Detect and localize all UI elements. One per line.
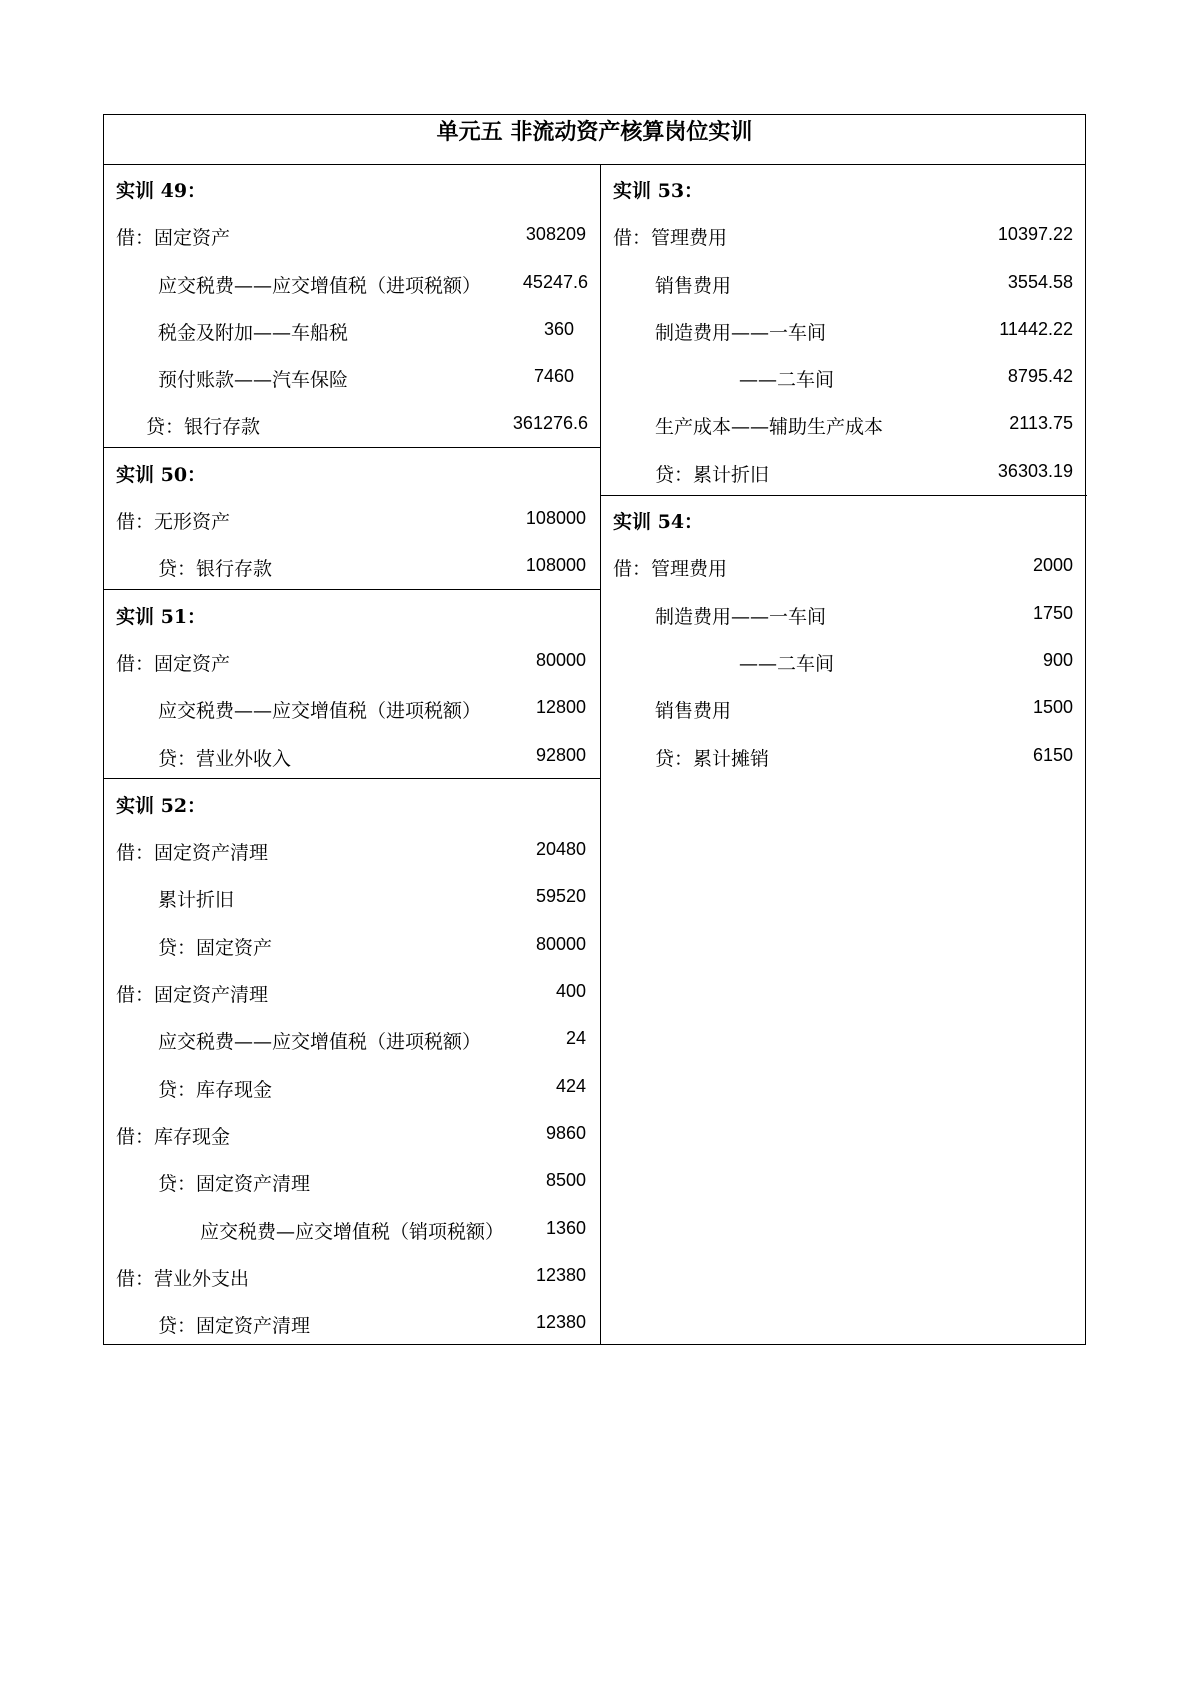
journal-entries-table: [103, 114, 1086, 1345]
entry-amount: 400: [555, 981, 586, 1002]
entry-amount: 8500: [545, 1170, 586, 1191]
entry-row: [601, 685, 1087, 732]
entry-amount: 20480: [535, 839, 586, 860]
entry-account: 销售费用: [655, 700, 732, 723]
unit-title: 单元五 非流动资产核算岗位实训: [104, 115, 1085, 165]
left-column: [104, 165, 600, 1347]
entry-account: 预付账款——汽车保险: [158, 369, 349, 392]
entry-amount: 9860: [545, 1122, 586, 1143]
entry-account: ——二车间: [739, 369, 835, 392]
section-header: [104, 591, 600, 638]
section-header: [104, 449, 600, 496]
entry-row: [104, 1253, 600, 1300]
entry-row: [601, 354, 1087, 401]
entry-account: 借：管理费用: [613, 227, 728, 250]
entry-amount: 12380: [535, 1312, 586, 1333]
entry-account: 贷：累计摊销: [655, 747, 770, 770]
entry-amount: 1360: [545, 1217, 586, 1238]
entry-row: [104, 307, 600, 354]
entry-row: [104, 354, 600, 401]
entry-account: 累计折旧: [158, 889, 235, 912]
entry-account: 贷：固定资产: [158, 936, 273, 959]
entry-account: 借：固定资产清理: [116, 842, 269, 865]
entry-amount: 424: [555, 1075, 586, 1096]
entry-account: 借：库存现金: [116, 1125, 231, 1148]
entry-amount: 308209: [525, 224, 586, 245]
entry-amount: 59520: [535, 886, 586, 907]
section-header: [601, 165, 1087, 212]
section-title: 实训 51：: [116, 605, 207, 628]
entry-account: 销售费用: [655, 274, 732, 297]
entry-row: [104, 260, 600, 307]
entry-amount: 12380: [535, 1264, 586, 1285]
entry-row: [601, 543, 1087, 590]
entry-row: [601, 449, 1087, 496]
entry-row: [104, 827, 600, 874]
entry-account: 借：营业外支出: [116, 1267, 250, 1290]
entry-amount: 108000: [525, 555, 586, 576]
entry-row: [104, 1111, 600, 1158]
entry-row: [104, 496, 600, 543]
entry-account: 贷：累计折旧: [655, 463, 770, 486]
entry-account: 借：固定资产: [116, 652, 231, 675]
entry-account: 制造费用——一车间: [655, 321, 827, 344]
entry-account: 贷：银行存款: [158, 558, 273, 581]
entry-account: 应交税费——应交增值税（进项税额）: [158, 274, 482, 297]
entry-account: 贷：库存现金: [158, 1078, 273, 1101]
section-title: 实训 50：: [116, 463, 207, 486]
section-title: 实训 54：: [613, 511, 704, 534]
entry-account: 生产成本——辅助生产成本: [655, 416, 884, 439]
section-header: [104, 165, 600, 212]
entry-account: 税金及附加——车船税: [158, 321, 349, 344]
section-header: [104, 780, 600, 827]
entry-amount: 361276.6: [512, 413, 588, 434]
entry-amount: 360: [543, 318, 574, 339]
entry-amount: 11442.22: [999, 318, 1073, 339]
entry-row: [601, 638, 1087, 685]
entry-row: [104, 401, 600, 448]
entry-amount: 1500: [1032, 697, 1073, 718]
entry-amount: 2000: [1032, 555, 1073, 576]
entry-row: [104, 1016, 600, 1063]
entry-amount: 1750: [1032, 602, 1073, 623]
entry-account: 借：固定资产: [116, 227, 231, 250]
entry-row: [104, 874, 600, 921]
entry-account: 应交税费—应交增值税（销项税额）: [200, 1220, 505, 1243]
entry-amount: 10397.22: [997, 224, 1073, 245]
entry-amount: 12800: [535, 697, 586, 718]
entry-row: [601, 401, 1087, 448]
entry-row: [104, 733, 600, 780]
section-title: 实训 52：: [116, 794, 207, 817]
entry-row: [601, 733, 1087, 780]
entry-row: [601, 307, 1087, 354]
entry-row: [104, 638, 600, 685]
entry-account: 借：无形资产: [116, 511, 231, 534]
entry-account: 贷：固定资产清理: [158, 1315, 311, 1338]
entry-row: [601, 212, 1087, 259]
section-title: 实训 53：: [613, 180, 704, 202]
entry-row: [104, 543, 600, 590]
right-column: [601, 165, 1087, 780]
entry-amount: 2113.75: [1009, 413, 1073, 434]
entry-account: 制造费用——一车间: [655, 605, 827, 628]
entry-amount: 108000: [525, 508, 586, 529]
entry-account: 应交税费——应交增值税（进项税额）: [158, 700, 482, 723]
entry-account: 应交税费——应交增值税（进项税额）: [158, 1031, 482, 1054]
entry-row: [104, 1064, 600, 1111]
entry-row: [104, 922, 600, 969]
entry-amount: 7460: [533, 366, 574, 387]
entry-row: [601, 591, 1087, 638]
entry-row: [104, 1206, 600, 1253]
section-title: 实训 49：: [116, 180, 207, 202]
entry-amount: 80000: [535, 649, 586, 670]
entry-amount: 900: [1042, 649, 1073, 670]
entry-amount: 92800: [535, 744, 586, 765]
entry-row: [104, 1300, 600, 1347]
entry-account: 贷：营业外收入: [158, 747, 292, 770]
entry-amount: 80000: [535, 933, 586, 954]
entry-row: [104, 1158, 600, 1205]
entry-amount: 36303.19: [997, 460, 1073, 481]
entry-row: [104, 969, 600, 1016]
entry-account: 借：固定资产清理: [116, 984, 269, 1007]
entry-amount: 8795.42: [1007, 366, 1073, 387]
section-header: [601, 496, 1087, 543]
entry-account: ——二车间: [739, 652, 835, 675]
entry-account: 借：管理费用: [613, 558, 728, 581]
entry-account: 贷：固定资产清理: [158, 1173, 311, 1196]
entry-account: 贷：银行存款: [146, 416, 261, 439]
entry-amount: 6150: [1032, 744, 1073, 765]
entry-row: [601, 260, 1087, 307]
entry-amount: 45247.6: [522, 271, 588, 292]
entry-row: [104, 212, 600, 259]
entry-row: [104, 685, 600, 732]
entry-amount: 24: [565, 1028, 586, 1049]
entry-amount: 3554.58: [1007, 271, 1073, 292]
